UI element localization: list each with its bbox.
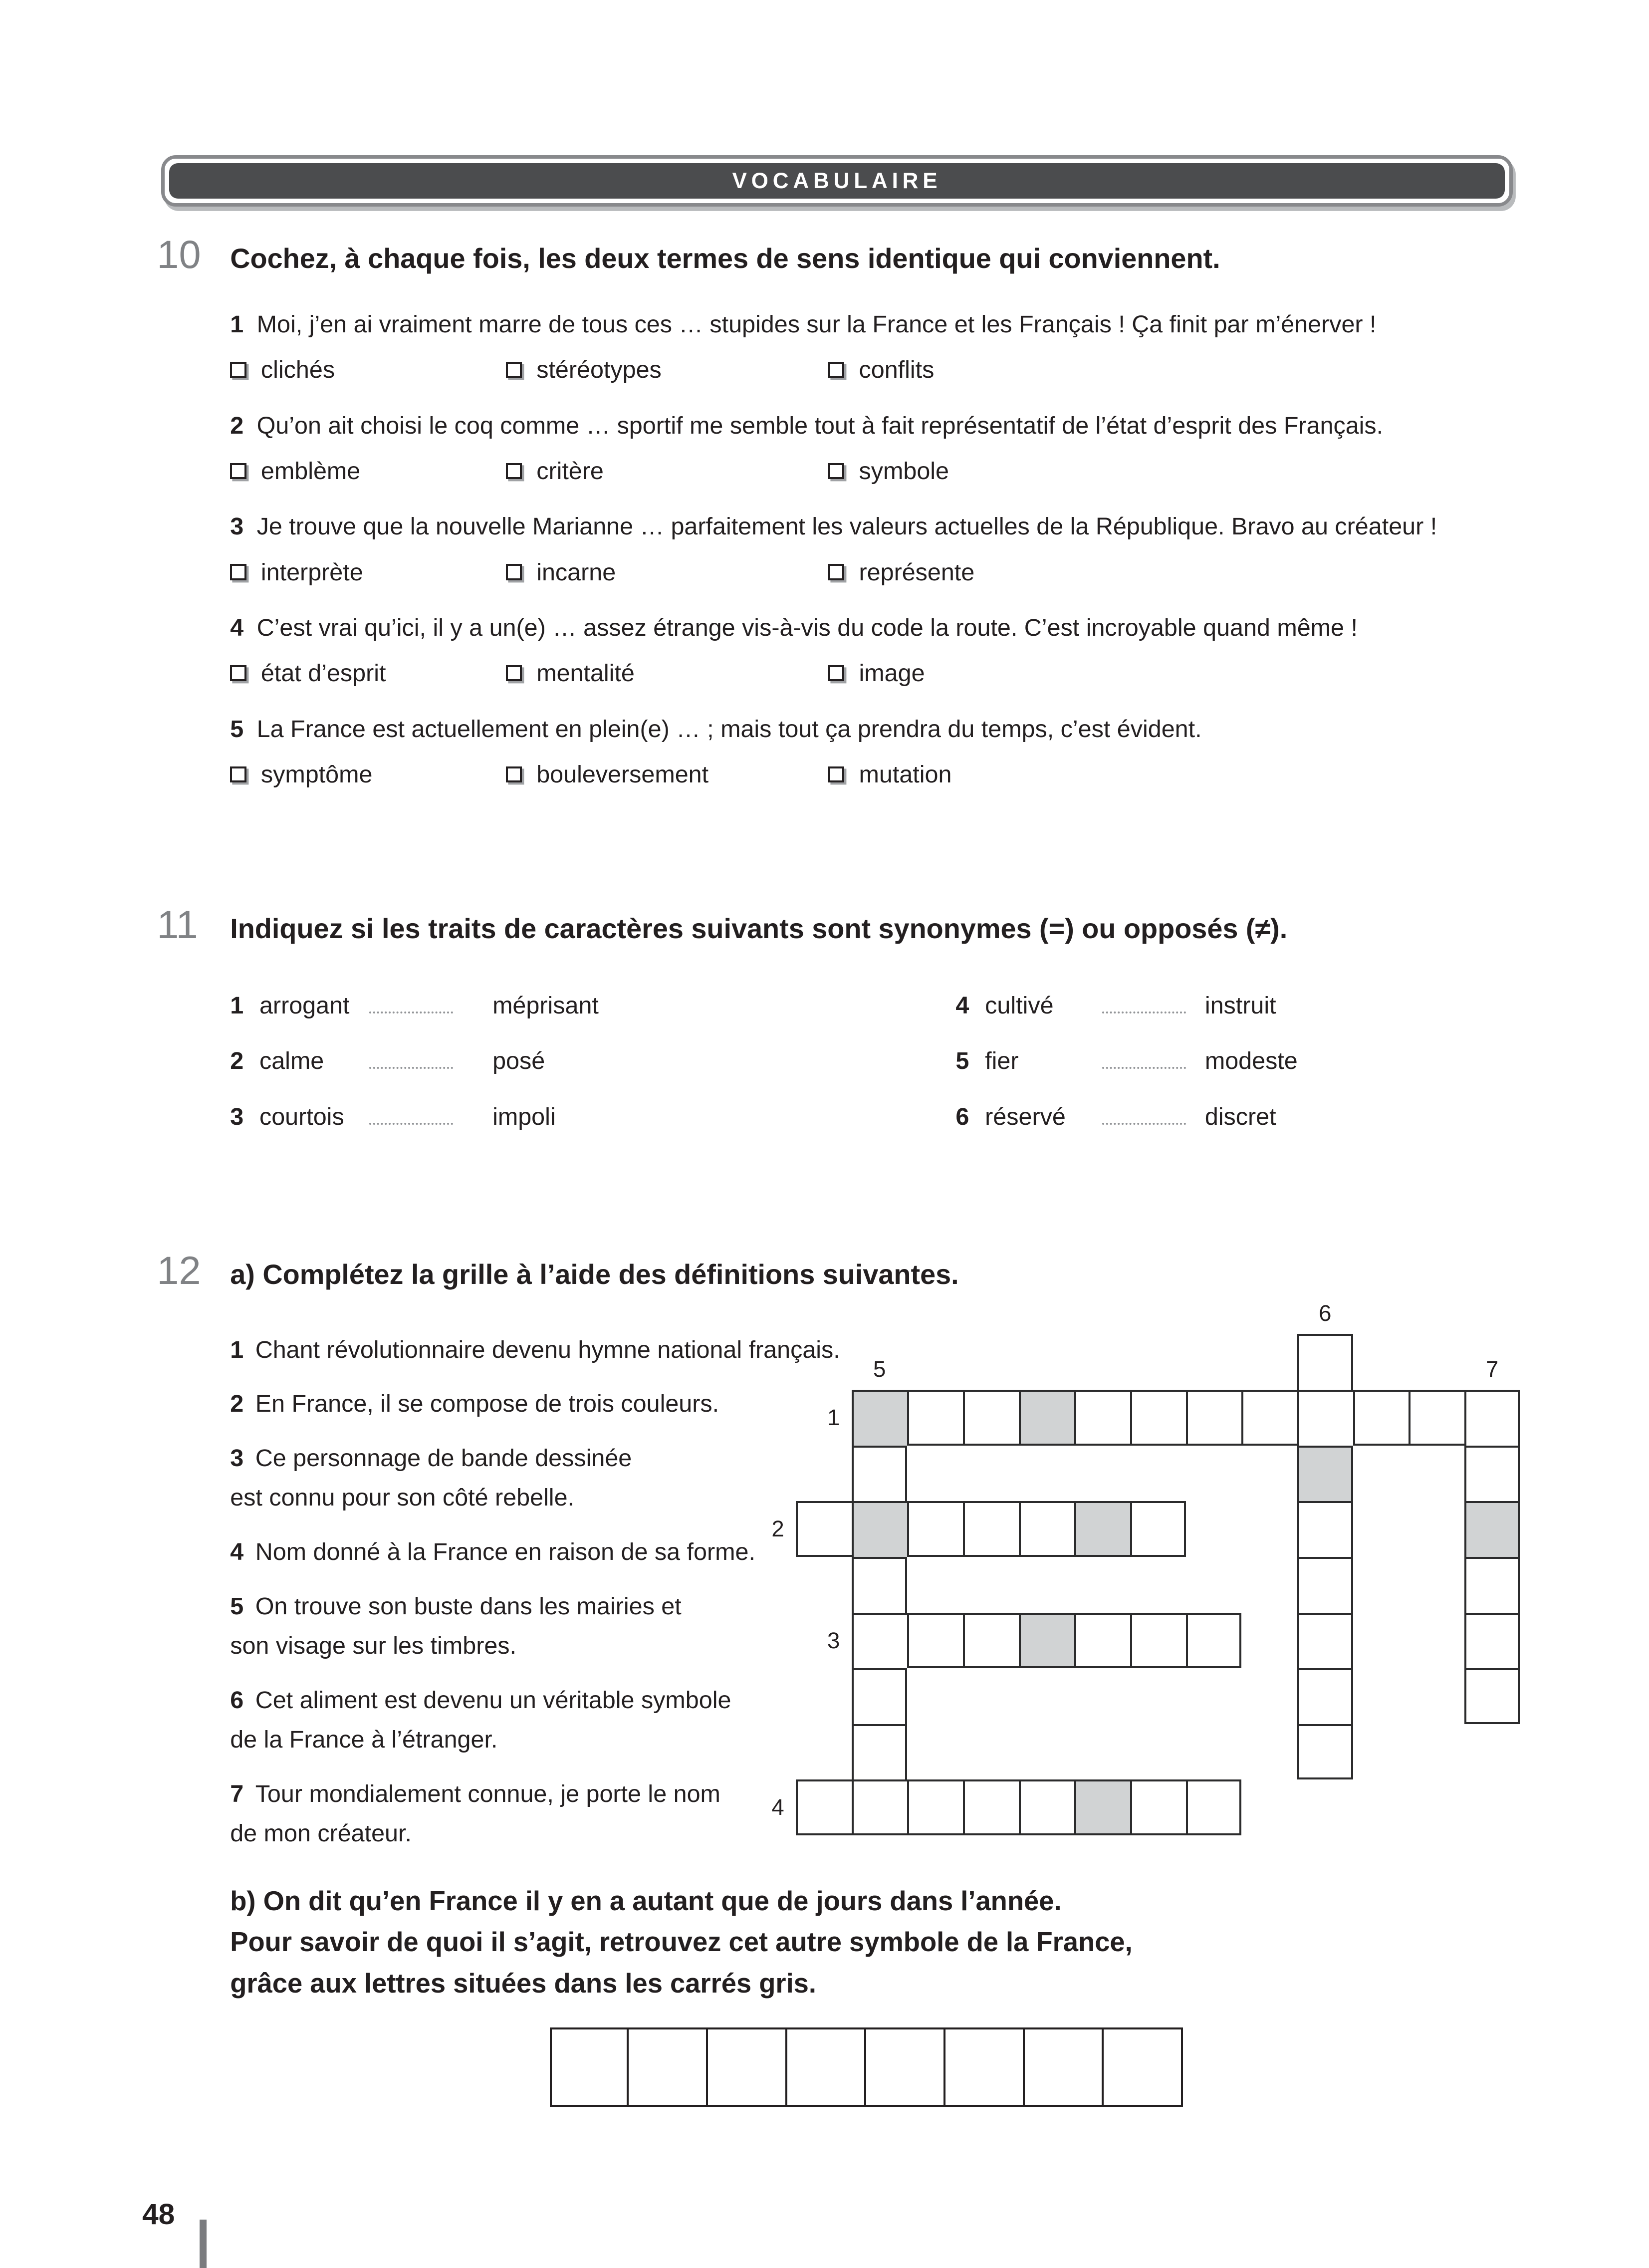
item-text: Je trouve que la nouvelle Marianne … parfaitement les valeurs actuelles de la République. Bravo au créateur ! bbox=[256, 513, 1437, 540]
trait-word: fier bbox=[985, 1047, 1019, 1075]
trait-word: modeste bbox=[1204, 1047, 1298, 1075]
synonym-pair bbox=[230, 1047, 955, 1103]
crossword-cell[interactable] bbox=[1409, 1390, 1464, 1446]
crossword-cell[interactable] bbox=[963, 1613, 1019, 1669]
crossword-cell-gray[interactable] bbox=[1019, 1390, 1075, 1446]
crossword-cell[interactable] bbox=[963, 1501, 1019, 1557]
options-row bbox=[230, 455, 1542, 488]
trait-word: instruit bbox=[1204, 992, 1276, 1019]
crossword-cell-gray[interactable] bbox=[1074, 1501, 1130, 1557]
item-sentence bbox=[230, 308, 1542, 341]
checkbox-icon[interactable] bbox=[230, 362, 246, 378]
exercise11-pairs bbox=[230, 992, 1542, 1159]
answer-cell[interactable] bbox=[945, 2027, 1025, 2107]
crossword-cell[interactable] bbox=[1186, 1779, 1242, 1835]
crossword-cell[interactable] bbox=[1130, 1501, 1186, 1557]
section-header bbox=[161, 155, 1513, 207]
answer-option[interactable] bbox=[828, 356, 935, 384]
definition-text: Nom donné à la France en raison de sa forme. bbox=[255, 1538, 755, 1565]
option-label: mentalité bbox=[536, 660, 635, 687]
item-number: 1 bbox=[230, 310, 244, 338]
checkbox-icon[interactable] bbox=[506, 463, 522, 479]
option-label: symptôme bbox=[260, 760, 373, 788]
pair-number: 5 bbox=[955, 1047, 969, 1075]
item-number: 4 bbox=[230, 614, 244, 641]
answer-cell[interactable] bbox=[1104, 2027, 1183, 2107]
answer-line[interactable] bbox=[369, 1011, 453, 1013]
definition-text: Cet aliment est devenu un véritable symbole de la France à l’étranger. bbox=[230, 1686, 731, 1753]
trait-word: cultivé bbox=[985, 992, 1054, 1019]
part-b-line: grâce aux lettres situées dans les carrés gris. bbox=[230, 1968, 816, 1999]
item-number: 5 bbox=[230, 715, 244, 743]
pair-number: 1 bbox=[230, 992, 244, 1019]
answer-line[interactable] bbox=[1102, 1011, 1185, 1013]
answer-cell[interactable] bbox=[708, 2027, 787, 2107]
answer-option[interactable] bbox=[506, 457, 828, 485]
option-label: conflits bbox=[859, 356, 935, 384]
answer-option[interactable] bbox=[230, 457, 505, 485]
crossword-cell[interactable] bbox=[907, 1613, 963, 1669]
crossword-cell[interactable] bbox=[1297, 1334, 1353, 1390]
item-sentence bbox=[230, 713, 1542, 746]
checkbox-icon[interactable] bbox=[828, 362, 844, 378]
option-label: interprète bbox=[260, 558, 363, 586]
checkbox-icon[interactable] bbox=[506, 766, 522, 782]
crossword-cell[interactable] bbox=[1464, 1446, 1520, 1502]
option-label: stéréotypes bbox=[536, 356, 662, 384]
crossword-cell[interactable] bbox=[1019, 1501, 1075, 1557]
definition-item bbox=[230, 1384, 875, 1424]
pair-number: 3 bbox=[230, 1103, 244, 1131]
trait-word: arrogant bbox=[259, 992, 350, 1019]
definition-number: 3 bbox=[230, 1444, 244, 1472]
exercise-11-head bbox=[157, 902, 1542, 948]
crossword-cell[interactable] bbox=[907, 1779, 963, 1835]
exercise-10 bbox=[157, 232, 1542, 814]
trait-word: calme bbox=[259, 1047, 324, 1075]
exercise-item bbox=[230, 612, 1542, 690]
pair-number: 6 bbox=[955, 1103, 969, 1131]
page-number-bar bbox=[200, 2220, 207, 2268]
option-label: incarne bbox=[536, 558, 616, 586]
definition-text: Chant révolutionnaire devenu hymne national français. bbox=[255, 1336, 840, 1363]
synonym-pair bbox=[955, 1047, 1297, 1103]
synonym-pair bbox=[955, 1103, 1297, 1159]
definition-number: 7 bbox=[230, 1780, 244, 1807]
option-label: critère bbox=[536, 457, 604, 485]
trait-word: discret bbox=[1204, 1103, 1276, 1131]
answer-option[interactable] bbox=[828, 457, 949, 485]
answer-option[interactable] bbox=[506, 356, 828, 384]
crossword-cell[interactable] bbox=[1353, 1390, 1409, 1446]
crossword-cell[interactable] bbox=[1130, 1390, 1186, 1446]
checkbox-icon[interactable] bbox=[828, 463, 844, 479]
crossword-cell[interactable] bbox=[1464, 1613, 1520, 1669]
answer-cell[interactable] bbox=[629, 2027, 708, 2107]
answer-option[interactable] bbox=[828, 558, 974, 586]
item-text: Qu’on ait choisi le coq comme … sportif me semble tout à fait représentatif de l’état d’esprit des Français. bbox=[256, 412, 1384, 439]
option-label: état d’esprit bbox=[260, 660, 386, 687]
synonym-pair bbox=[230, 1103, 955, 1159]
crossword-cell-gray[interactable] bbox=[1074, 1779, 1130, 1835]
answer-option[interactable] bbox=[828, 659, 925, 687]
answer-option[interactable] bbox=[506, 659, 828, 687]
pair-number: 4 bbox=[955, 992, 969, 1019]
checkbox-icon[interactable] bbox=[506, 564, 522, 580]
definition-text: Ce personnage de bande dessinée est connu pour son côté rebelle. bbox=[230, 1444, 632, 1512]
definition-item bbox=[230, 1587, 875, 1666]
crossword-cell[interactable] bbox=[852, 1668, 908, 1724]
crossword-cell[interactable] bbox=[1297, 1390, 1353, 1446]
crossword-clue-number: 5 bbox=[873, 1356, 886, 1382]
checkbox-icon[interactable] bbox=[506, 665, 522, 681]
crossword-cell[interactable] bbox=[796, 1501, 852, 1557]
definition-number: 1 bbox=[230, 1336, 244, 1363]
definition-text: En France, il se compose de trois couleurs. bbox=[255, 1390, 719, 1418]
crossword-cell[interactable] bbox=[1297, 1501, 1353, 1557]
definition-item bbox=[230, 1330, 875, 1370]
crossword-cell[interactable] bbox=[796, 1779, 852, 1835]
exercise10-items bbox=[230, 308, 1542, 790]
option-label: bouleversement bbox=[536, 760, 709, 788]
crossword-clue-number: 3 bbox=[827, 1627, 840, 1653]
crossword-cell[interactable] bbox=[1464, 1557, 1520, 1613]
synonym-pair bbox=[955, 992, 1297, 1047]
options-row bbox=[230, 758, 1542, 791]
crossword-cell[interactable] bbox=[1186, 1613, 1242, 1669]
exercise-item bbox=[230, 510, 1542, 588]
exercise-item bbox=[230, 713, 1542, 791]
section-title: VOCABULAIRE bbox=[732, 168, 942, 193]
crossword-clue-number: 1 bbox=[827, 1405, 840, 1431]
checkbox-icon[interactable] bbox=[828, 564, 844, 580]
item-number: 3 bbox=[230, 513, 244, 540]
trait-word: posé bbox=[492, 1047, 545, 1075]
hidden-word-answer-row bbox=[550, 2027, 1183, 2107]
crossword-cell[interactable] bbox=[1464, 1390, 1520, 1446]
exercise-number: 10 bbox=[157, 232, 201, 277]
exercise12-definitions bbox=[230, 1330, 875, 1854]
item-text: La France est actuellement en plein(e) … ; mais tout ça prendra du temps, c’est évident. bbox=[256, 715, 1202, 743]
exercise-11 bbox=[157, 902, 1542, 1159]
crossword-cell-gray[interactable] bbox=[852, 1501, 908, 1557]
crossword-cell[interactable] bbox=[1297, 1724, 1353, 1780]
crossword-cell[interactable] bbox=[852, 1557, 908, 1613]
exercise-title: Indiquez si les traits de caractères suivants sont synonymes (=) ou opposés (≠). bbox=[230, 912, 1288, 944]
crossword-cell[interactable] bbox=[1297, 1613, 1353, 1669]
answer-cell[interactable] bbox=[787, 2027, 867, 2107]
trait-word: méprisant bbox=[492, 992, 599, 1019]
trait-word: réservé bbox=[985, 1103, 1066, 1131]
exercise-title: Cochez, à chaque fois, les deux termes de sens identique qui conviennent. bbox=[230, 243, 1220, 274]
part-b-instructions bbox=[230, 1881, 1132, 2004]
crossword-cell[interactable] bbox=[1130, 1779, 1186, 1835]
answer-line[interactable] bbox=[1102, 1067, 1185, 1069]
options-row bbox=[230, 657, 1542, 690]
exercise-number: 12 bbox=[157, 1248, 201, 1293]
checkbox-icon[interactable] bbox=[506, 362, 522, 378]
crossword-cell[interactable] bbox=[1464, 1668, 1520, 1724]
item-sentence bbox=[230, 612, 1542, 644]
answer-option[interactable] bbox=[230, 356, 505, 384]
definition-number: 4 bbox=[230, 1538, 244, 1565]
definition-number: 5 bbox=[230, 1592, 244, 1620]
trait-word: impoli bbox=[492, 1103, 556, 1131]
answer-cell[interactable] bbox=[550, 2027, 629, 2107]
checkbox-icon[interactable] bbox=[828, 766, 844, 782]
definition-item bbox=[230, 1681, 875, 1760]
answer-option[interactable] bbox=[230, 558, 505, 586]
item-text: Moi, j’en ai vraiment marre de tous ces … stupides sur la France et les Français ! Ça finit par m’énerver ! bbox=[256, 310, 1377, 338]
part-b-line: b) On dit qu’en France il y en a autant que de jours dans l’année. bbox=[230, 1886, 1062, 1917]
item-sentence bbox=[230, 510, 1542, 543]
option-label: clichés bbox=[260, 356, 335, 384]
item-sentence bbox=[230, 410, 1542, 442]
crossword-clue-number: 4 bbox=[771, 1794, 784, 1820]
option-label: image bbox=[859, 660, 925, 687]
synonym-pair bbox=[230, 992, 955, 1047]
exercise-10-head bbox=[157, 232, 1542, 277]
checkbox-icon[interactable] bbox=[230, 766, 246, 782]
definition-text: Tour mondialement connue, je porte le nom de mon créateur. bbox=[230, 1780, 720, 1847]
crossword-clue-number: 6 bbox=[1319, 1300, 1332, 1326]
crossword-cell[interactable] bbox=[963, 1779, 1019, 1835]
option-label: représente bbox=[859, 558, 975, 586]
option-label: emblème bbox=[260, 457, 361, 485]
crossword-cell[interactable] bbox=[1297, 1668, 1353, 1724]
checkbox-icon[interactable] bbox=[230, 665, 246, 681]
crossword-cell[interactable] bbox=[1241, 1390, 1297, 1446]
crossword-clue-number: 2 bbox=[771, 1516, 784, 1542]
answer-line[interactable] bbox=[1102, 1123, 1185, 1125]
definition-number: 6 bbox=[230, 1686, 244, 1714]
options-row bbox=[230, 354, 1542, 386]
crossword-cell[interactable] bbox=[907, 1501, 963, 1557]
checkbox-icon[interactable] bbox=[230, 564, 246, 580]
crossword-cell-gray[interactable] bbox=[1297, 1446, 1353, 1502]
crossword-cell[interactable] bbox=[1186, 1390, 1242, 1446]
answer-option[interactable] bbox=[230, 760, 505, 788]
crossword-cell-gray[interactable] bbox=[852, 1390, 908, 1446]
checkbox-icon[interactable] bbox=[230, 463, 246, 479]
crossword-cell[interactable] bbox=[1297, 1557, 1353, 1613]
exercise-number: 11 bbox=[157, 902, 198, 947]
answer-line[interactable] bbox=[369, 1123, 453, 1125]
crossword-cell[interactable] bbox=[907, 1390, 963, 1446]
trait-word: courtois bbox=[259, 1103, 344, 1131]
answer-option[interactable] bbox=[506, 558, 828, 586]
item-text: C’est vrai qu’ici, il y a un(e) … assez étrange vis-à-vis du code la route. C’est incroyable quand même ! bbox=[256, 614, 1358, 641]
crossword-cell[interactable] bbox=[852, 1446, 908, 1502]
answer-option[interactable] bbox=[828, 760, 952, 788]
answer-option[interactable] bbox=[230, 659, 505, 687]
crossword-cell[interactable] bbox=[963, 1390, 1019, 1446]
crossword-cell[interactable] bbox=[1074, 1390, 1130, 1446]
answer-cell[interactable] bbox=[1025, 2027, 1104, 2107]
definition-number: 2 bbox=[230, 1390, 244, 1418]
item-number: 2 bbox=[230, 412, 244, 439]
part-b-line: Pour savoir de quoi il s’agit, retrouvez cet autre symbole de la France, bbox=[230, 1927, 1133, 1958]
answer-cell[interactable] bbox=[866, 2027, 945, 2107]
definition-text: On trouve son buste dans les mairies et son visage sur les timbres. bbox=[230, 1592, 682, 1659]
crossword-cell[interactable] bbox=[1019, 1779, 1075, 1835]
options-row bbox=[230, 556, 1542, 588]
option-label: mutation bbox=[859, 760, 952, 788]
checkbox-icon[interactable] bbox=[828, 665, 844, 681]
option-label: symbole bbox=[859, 457, 949, 485]
crossword-cell[interactable] bbox=[852, 1724, 908, 1780]
crossword-cell[interactable] bbox=[852, 1779, 908, 1835]
pairs-column-right bbox=[955, 992, 1297, 1159]
section-header-bar bbox=[169, 163, 1505, 199]
exercise-item bbox=[230, 410, 1542, 488]
crossword-cell-gray[interactable] bbox=[1019, 1613, 1075, 1669]
pair-number: 2 bbox=[230, 1047, 244, 1075]
crossword-cell[interactable] bbox=[852, 1613, 908, 1669]
exercise-item bbox=[230, 308, 1542, 386]
answer-line[interactable] bbox=[369, 1067, 453, 1069]
crossword-cell[interactable] bbox=[1130, 1613, 1186, 1669]
crossword-clue-number: 7 bbox=[1486, 1356, 1499, 1382]
answer-option[interactable] bbox=[506, 760, 828, 788]
exercise-12-head bbox=[157, 1248, 1542, 1293]
pairs-column-left bbox=[230, 992, 955, 1159]
exercise-title: a) Complétez la grille à l’aide des définitions suivantes. bbox=[230, 1259, 959, 1290]
crossword-cell[interactable] bbox=[1074, 1613, 1130, 1669]
crossword-cell-gray[interactable] bbox=[1464, 1501, 1520, 1557]
page-number: 48 bbox=[142, 2198, 175, 2231]
